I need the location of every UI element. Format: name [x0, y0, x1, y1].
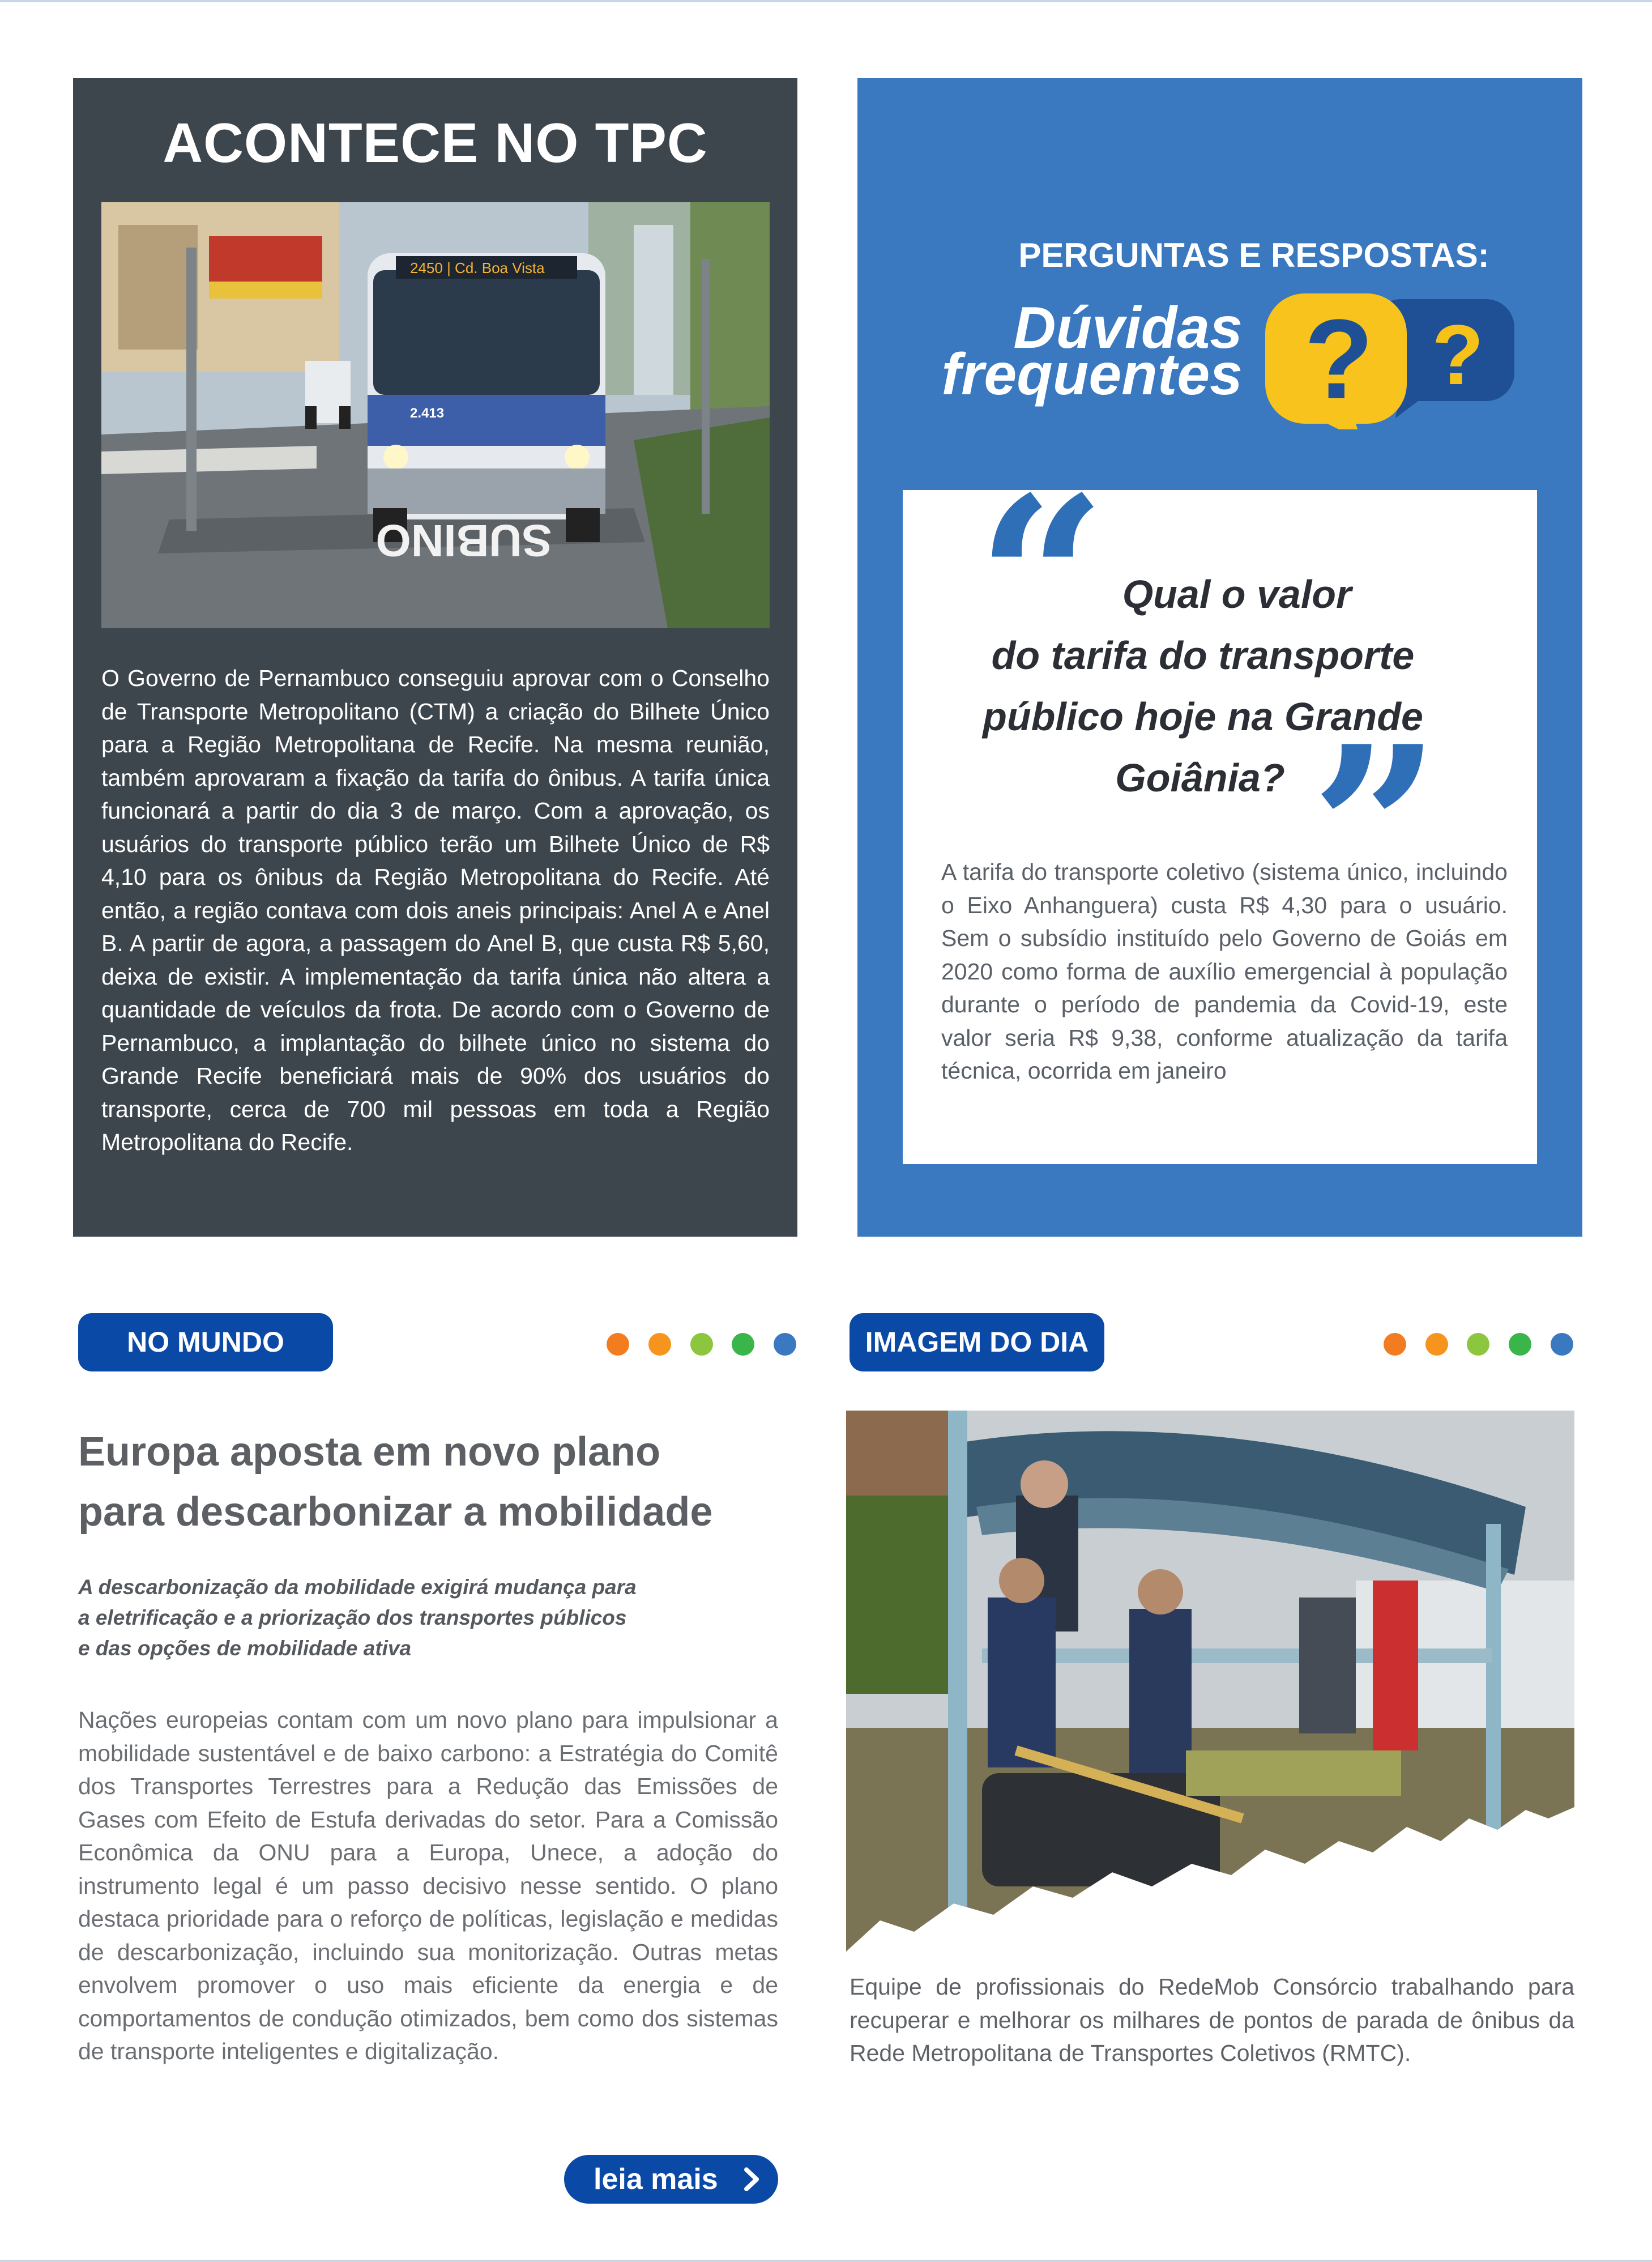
question-line: Goiânia?: [1115, 756, 1285, 800]
decor-dot: [1467, 1333, 1489, 1356]
decor-dot: [1425, 1333, 1448, 1356]
question-line: do tarifa do transporte: [991, 633, 1415, 678]
imagem-do-dia-tag: IMAGEM DO DIA: [850, 1313, 1104, 1371]
no-mundo-title: [78, 1422, 792, 1542]
decor-dot: [1509, 1333, 1531, 1356]
bubble-question-mark-small: ?: [1432, 307, 1484, 402]
chevron-right-icon: [743, 2167, 760, 2191]
decor-dot: [732, 1333, 754, 1356]
question-line: Qual o valor: [1122, 572, 1352, 616]
bus-photo: [101, 202, 770, 628]
decor-dot: [690, 1333, 713, 1356]
no-mundo-subtitle: [78, 1572, 701, 1664]
decor-dot: [1384, 1333, 1406, 1356]
imagem-do-dia-caption: Equipe de profissionais do RedeMob Consórcio trabalhando para recuperar e melhorar os milhares de pontos de parada de ônibus da Rede Metropolitana de Transportes Coletivos (RMTC).: [850, 1974, 1574, 2066]
acontece-body: O Governo de Pernambuco conseguiu aprovar com o Conselho de Transporte Metropolitano (CTM) a criação do Bilhete Único para a Região Metropolitana de Recife. Na mesma reunião, também aprovaram a fixação da tarifa do ônibus. A tarifa única funcionará a partir do dia 3 de março. Com a aprovação, os usuários do transporte público terão um Bilhete Único de R$ 4,10 para os ônibus da Região Metropolitana do Recife. Até então, a região contava com dois aneis principais: Anel A e Anel B. A partir de agora, a passagem do Anel B, que custa R$ 5,60, deixa de existir. A implementação da tarifa única não altera a quantidade de veículos da frota. De acordo com o Governo de Pernambuco, a implantação do bilhete único no sistema do Grande Recife beneficiará mais de 90% dos usuários do transporte, cerca de 700 mil pessoas em toda a Região Metropolitana do Recife.: [101, 665, 770, 1155]
bus-destination-sign: 2450 | Cd. Boa Vista: [410, 259, 545, 276]
bubble-question-mark-large: ?: [1304, 296, 1374, 423]
bus-stop-workers-photo: [846, 1411, 1574, 1952]
bus-number: 2.413: [410, 406, 445, 421]
read-more-label: leia mais: [594, 2163, 718, 2196]
road-lettering: SUBINO: [375, 516, 552, 566]
faq-card: [903, 448, 1537, 1164]
bottom-border: [0, 2260, 1652, 2262]
faq-panel: [857, 78, 1582, 1237]
decor-dot: [774, 1333, 796, 1356]
question-line: público hoje na Grande: [983, 695, 1423, 739]
no-mundo-tag: NO MUNDO: [78, 1313, 333, 1371]
no-mundo-body: Nações europeias contam com um novo plano para impulsionar a mobilidade sustentável e de baixo carbono: a Estratégia do Comitê dos Transportes Terrestres para a Redução das Emissões de Gases com Efeito de Estufa derivadas do setor. Para a Comissão Econômica da ONU para a Europa, Unece, a adoção do instrumento legal é um passo decisivo nesse sentido. O plano destaca prioridade para o reforço de políticas, legislação e medidas de descarbonização, incluindo sua monitorização. Outras metas envolvem promover o uso mais eficiente da energia e de comportamentos de condução otimizados, bem como dos sistemas de transporte inteligentes e digitalização.: [78, 1707, 778, 2064]
faq-answer: A tarifa do transporte coletivo (sistema único, incluindo o Eixo Anhanguera) custa R$ 4,30 para o usuário. Sem o subsídio instituído pelo Governo de Goiás em 2020 como forma de auxílio emergencial à população durante o período de pandemia da Covid-19, este valor seria R$ 9,38, conforme atualização da tarifa técnica, ocorrida em janeiro: [941, 859, 1508, 1084]
faq-heading-line1: Dúvidas: [1013, 295, 1243, 361]
title-line: Europa aposta em novo plano: [78, 1429, 661, 1475]
open-quote-mark: “: [976, 448, 1107, 714]
title-line: para descarbonizar a mobilidade: [78, 1489, 713, 1535]
read-more-button[interactable]: [564, 2155, 778, 2204]
faq-heading: [941, 295, 1243, 407]
decor-dot: [607, 1333, 629, 1356]
top-border: [0, 0, 1652, 2]
acontece-panel: [73, 78, 797, 1237]
decor-dot: [648, 1333, 671, 1356]
subtitle-line: A descarbonização da mobilidade exigirá mudança para: [78, 1575, 637, 1599]
subtitle-line: e das opções de mobilidade ativa: [78, 1637, 412, 1660]
acontece-title: ACONTECE NO TPC: [163, 112, 708, 174]
decor-dot: [1551, 1333, 1573, 1356]
subtitle-line: a eletrificação e a priorização dos transportes públicos: [78, 1606, 627, 1629]
question-bubble-icon: [1260, 288, 1520, 429]
faq-heading-line2: frequentes: [941, 342, 1243, 407]
faq-kicker: PERGUNTAS E RESPOSTAS:: [1018, 236, 1489, 274]
close-quote-mark: ”: [1310, 697, 1441, 963]
